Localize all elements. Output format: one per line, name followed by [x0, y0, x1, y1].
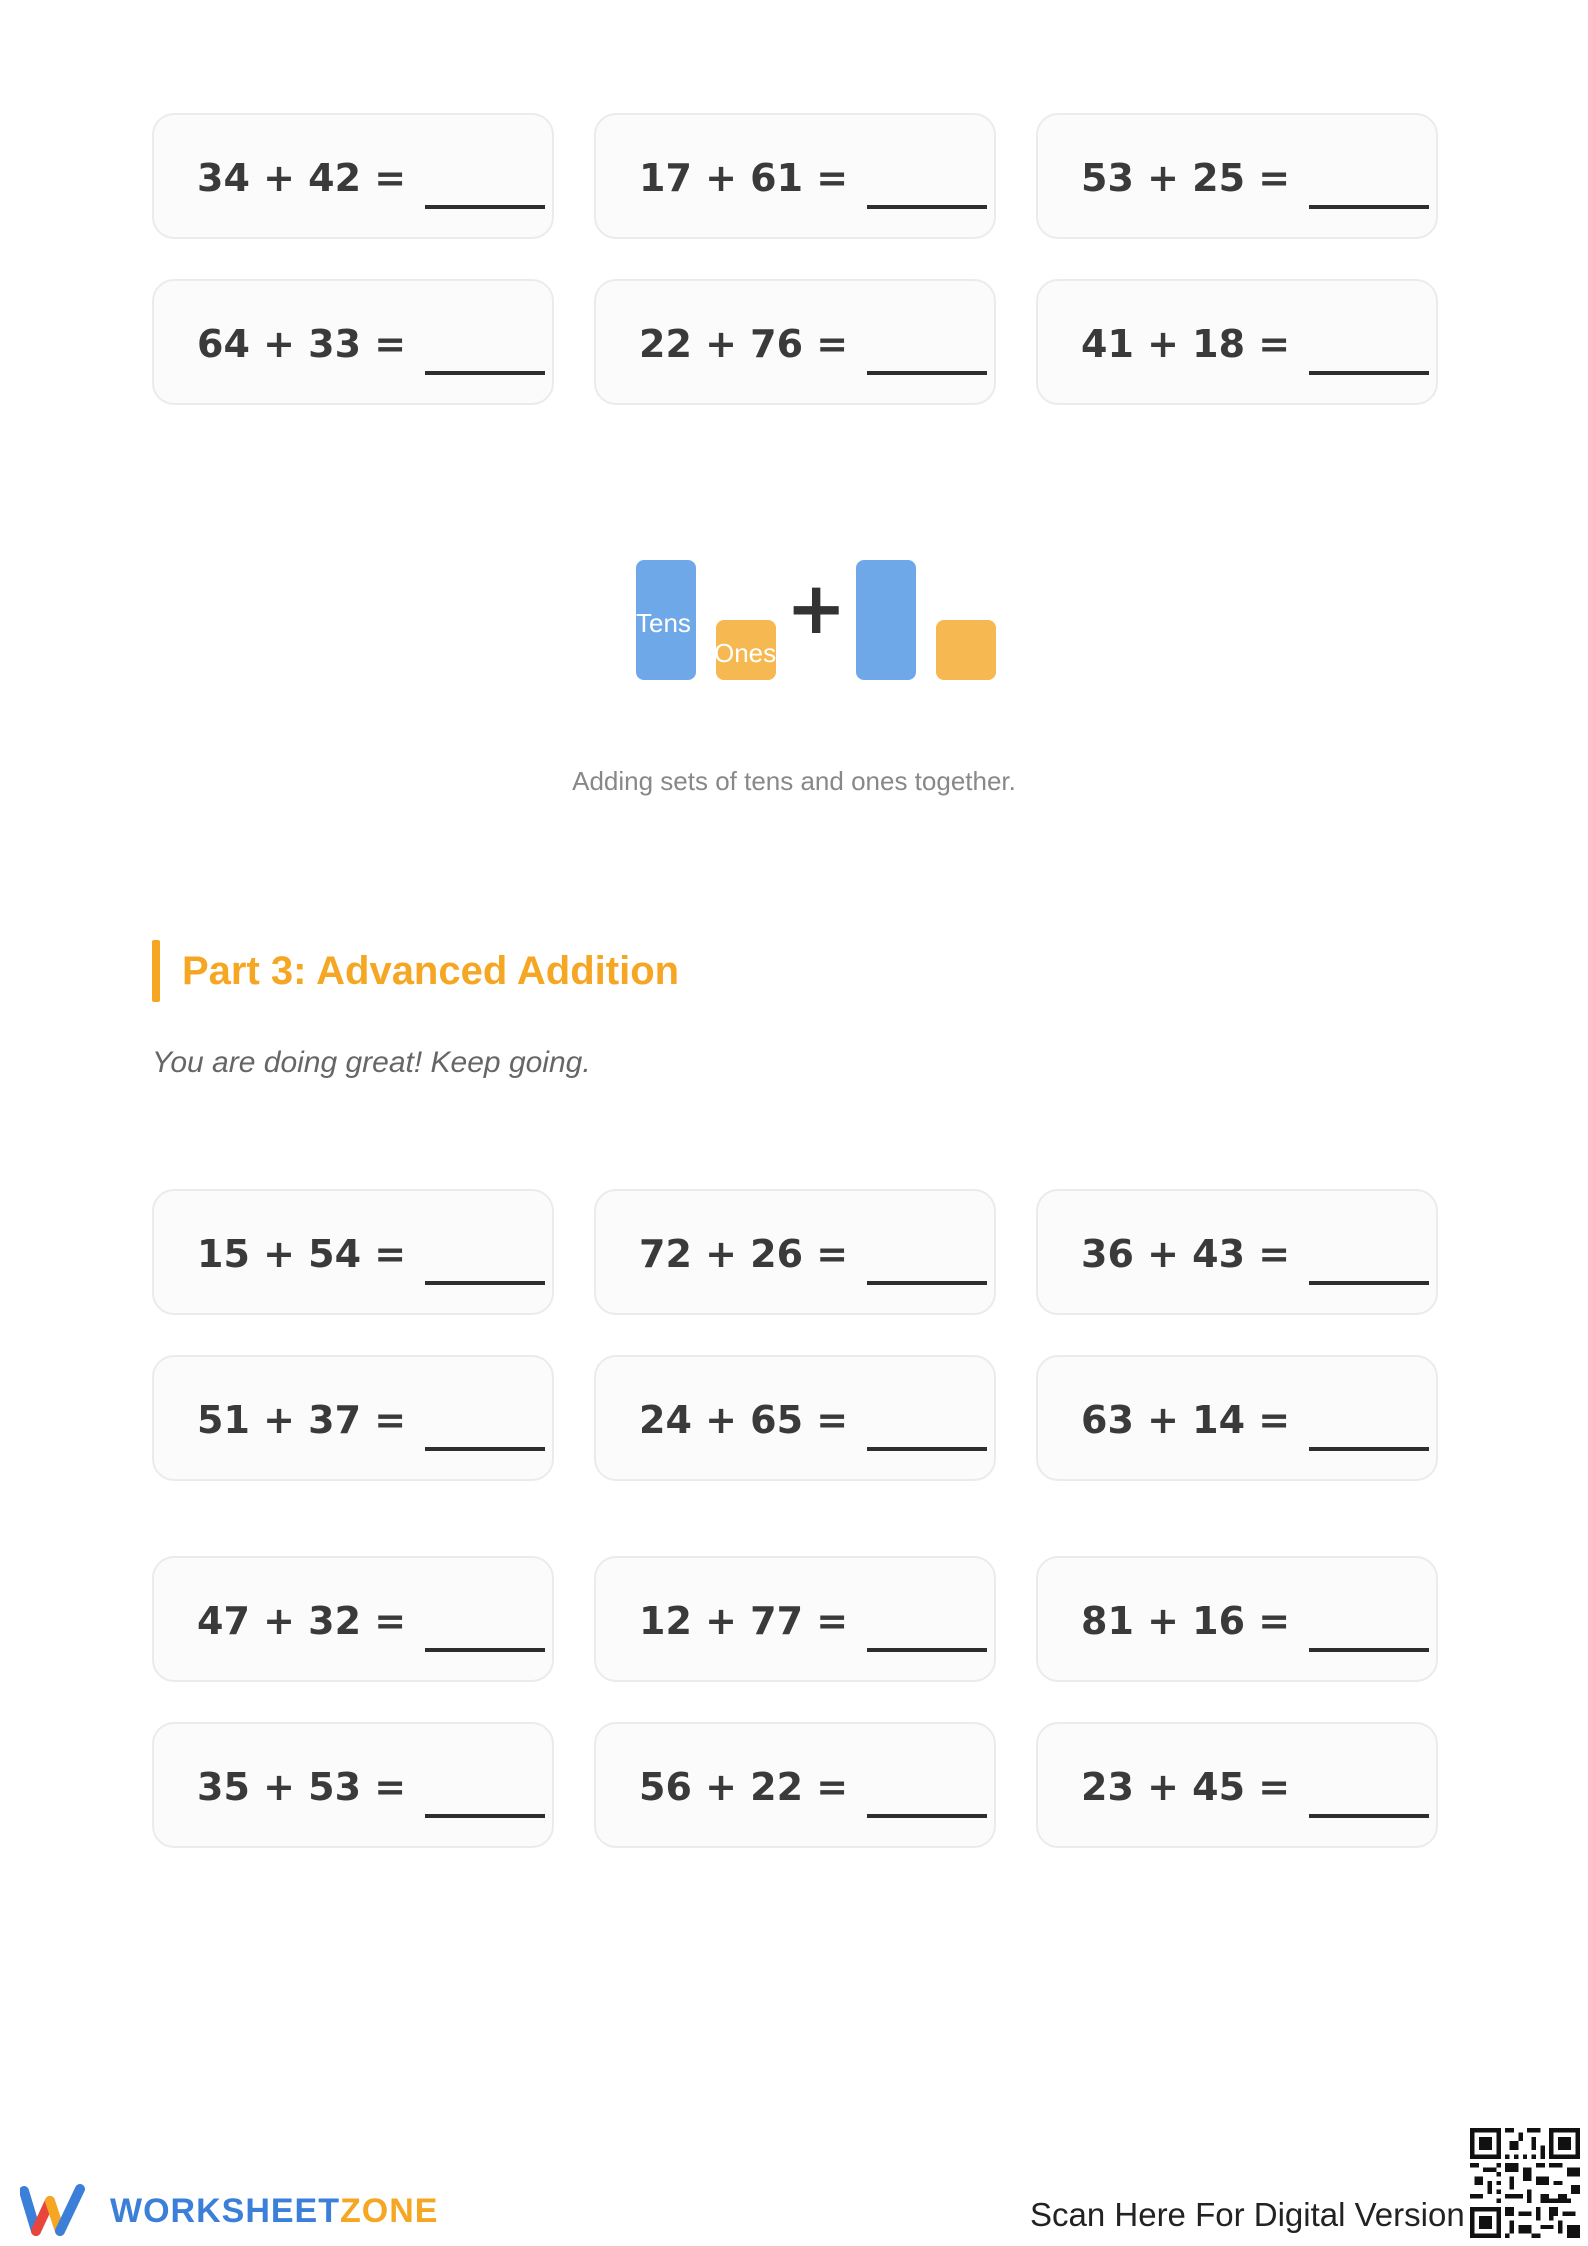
problem-grid-part3-a — [152, 1189, 1436, 1481]
answer-blank[interactable] — [1309, 1281, 1429, 1285]
problem-card — [594, 279, 996, 405]
section-title: Part 3: Advanced Addition — [182, 948, 680, 993]
problem-card — [152, 279, 554, 405]
heading-accent-bar — [152, 940, 160, 1002]
problem-expression: 63 + 14 = — [1081, 1398, 1291, 1442]
problem-expression: 12 + 77 = — [639, 1599, 849, 1643]
qr-code-icon[interactable] — [1470, 2128, 1580, 2238]
answer-blank[interactable] — [867, 1814, 987, 1818]
problem-expression: 15 + 54 = — [197, 1232, 407, 1276]
answer-blank[interactable] — [425, 1648, 545, 1652]
problem-expression: 41 + 18 = — [1081, 322, 1291, 366]
problem-expression: 22 + 76 = — [639, 322, 849, 366]
brand-name: WORKSHEETZONE — [110, 2191, 439, 2230]
scan-instruction: Scan Here For Digital Version — [1030, 2196, 1465, 2233]
problem-expression: 36 + 43 = — [1081, 1232, 1291, 1276]
problem-expression: 23 + 45 = — [1081, 1765, 1291, 1809]
problem-card — [1036, 279, 1438, 405]
problem-expression: 53 + 25 = — [1081, 156, 1291, 200]
problem-card — [1036, 1556, 1438, 1682]
answer-blank[interactable] — [425, 1814, 545, 1818]
problem-expression: 24 + 65 = — [639, 1398, 849, 1442]
problem-card — [152, 1189, 554, 1315]
answer-blank[interactable] — [867, 1281, 987, 1285]
problem-card — [1036, 1355, 1438, 1481]
tens-label: Tens — [636, 608, 691, 638]
problem-expression: 81 + 16 = — [1081, 1599, 1291, 1643]
problem-expression: 56 + 22 = — [639, 1765, 849, 1809]
section-heading — [152, 940, 679, 1002]
problem-card — [1036, 113, 1438, 239]
brand-logo[interactable] — [20, 2183, 438, 2239]
problem-expression: 72 + 26 = — [639, 1232, 849, 1276]
problem-expression: 51 + 37 = — [197, 1398, 407, 1442]
worksheetzone-logo-icon — [20, 2183, 100, 2239]
problem-card — [1036, 1722, 1438, 1848]
ones-label: Ones — [714, 638, 777, 668]
problem-expression: 34 + 42 = — [197, 156, 407, 200]
ones-block — [936, 620, 996, 680]
problem-expression: 17 + 61 = — [639, 156, 849, 200]
answer-blank[interactable] — [1309, 205, 1429, 209]
problem-expression: 47 + 32 = — [197, 1599, 407, 1643]
problem-card — [594, 1189, 996, 1315]
illustration-caption: Adding sets of tens and ones together. — [572, 766, 1016, 796]
problem-card — [1036, 1189, 1438, 1315]
answer-blank[interactable] — [867, 1447, 987, 1451]
problem-card — [594, 1556, 996, 1682]
section-subtitle: You are doing great! Keep going. — [152, 1046, 591, 1079]
problem-card — [152, 113, 554, 239]
problem-grid-top — [152, 113, 1436, 405]
problem-card — [594, 1355, 996, 1481]
problem-card — [594, 113, 996, 239]
answer-blank[interactable] — [425, 371, 545, 375]
answer-blank[interactable] — [867, 371, 987, 375]
answer-blank[interactable] — [425, 1447, 545, 1451]
answer-blank[interactable] — [1309, 1648, 1429, 1652]
problem-card — [594, 1722, 996, 1848]
answer-blank[interactable] — [1309, 1814, 1429, 1818]
answer-blank[interactable] — [867, 205, 987, 209]
answer-blank[interactable] — [425, 1281, 545, 1285]
tens-block — [856, 560, 916, 680]
problem-expression: 35 + 53 = — [197, 1765, 407, 1809]
answer-blank[interactable] — [425, 205, 545, 209]
problem-expression: 64 + 33 = — [197, 322, 407, 366]
problem-card — [152, 1722, 554, 1848]
problem-grid-part3-b — [152, 1556, 1436, 1848]
answer-blank[interactable] — [867, 1648, 987, 1652]
problem-card — [152, 1556, 554, 1682]
answer-blank[interactable] — [1309, 1447, 1429, 1451]
problem-card — [152, 1355, 554, 1481]
plus-sign: + — [786, 566, 847, 650]
answer-blank[interactable] — [1309, 371, 1429, 375]
tens-ones-illustration — [0, 550, 1588, 690]
